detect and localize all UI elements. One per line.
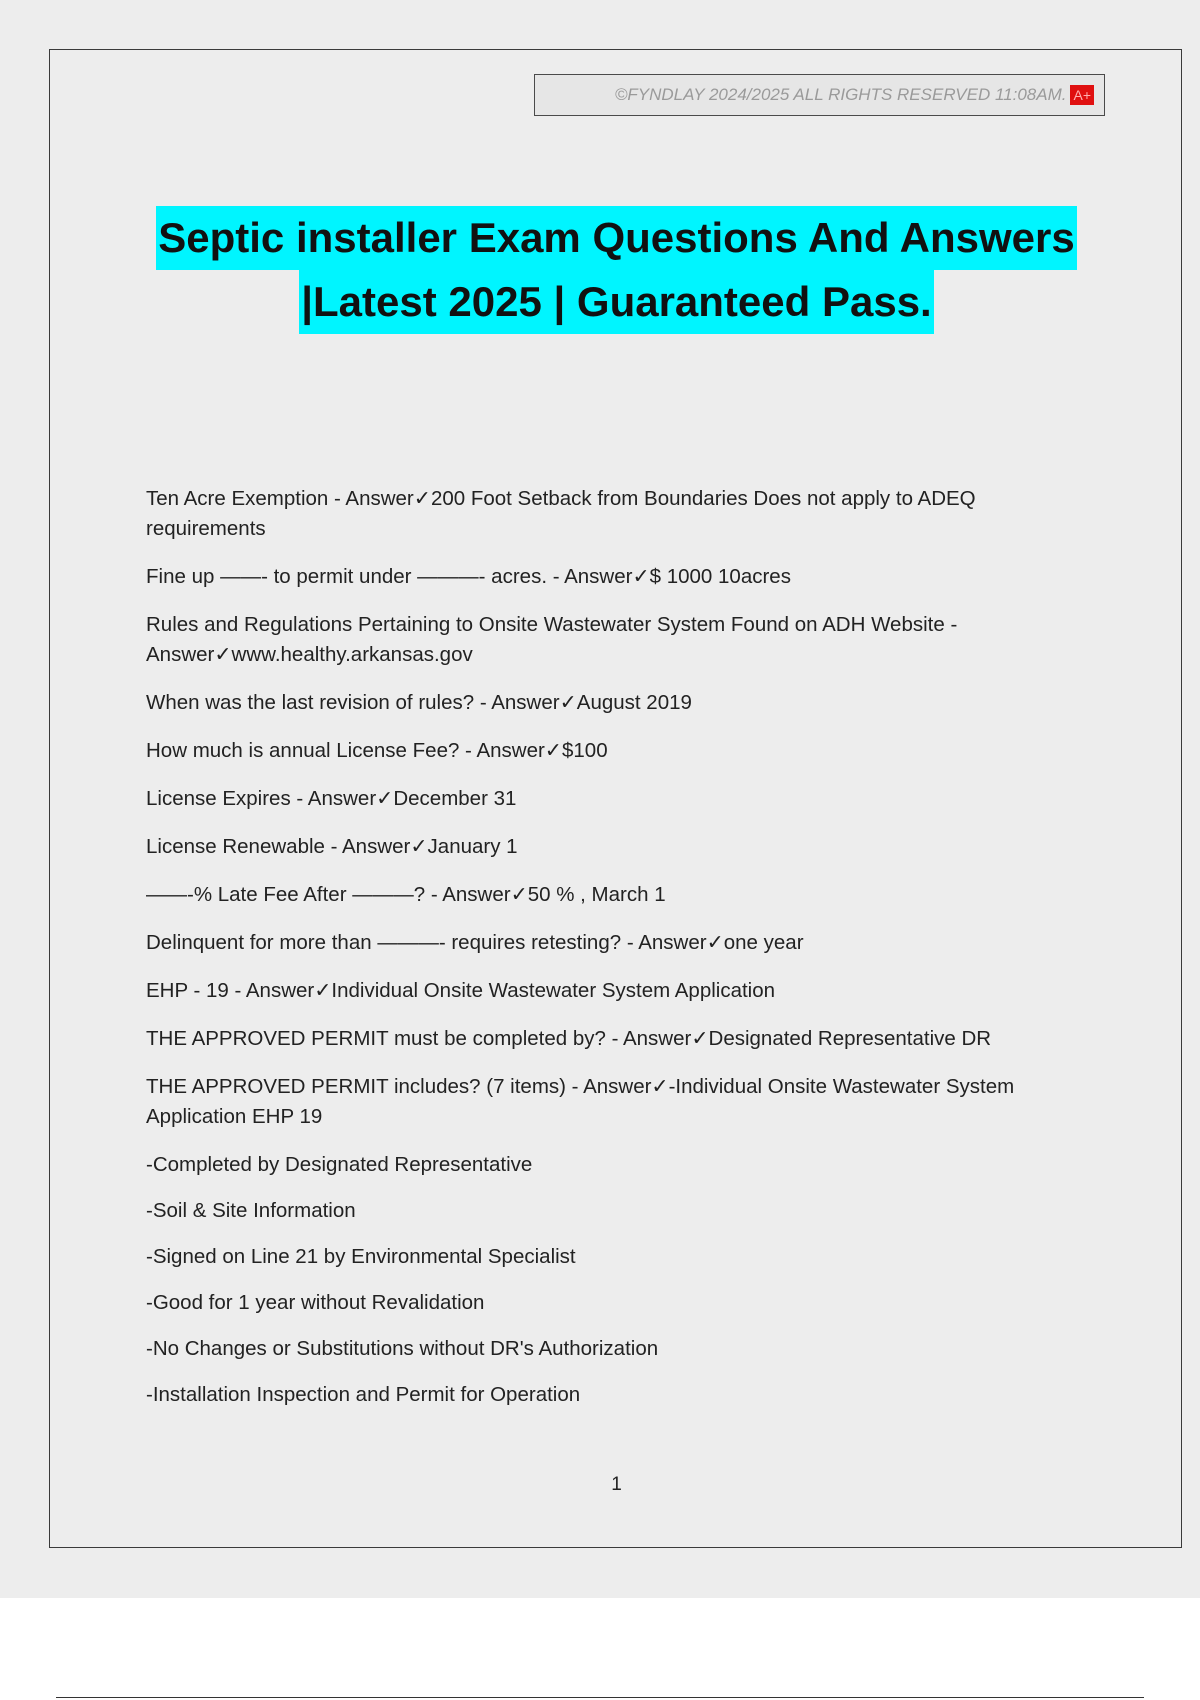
qa-item: License Expires - Answer✓December 31: [146, 787, 517, 810]
copyright-text: ©FYNDLAY 2024/2025 ALL RIGHTS RESERVED 11:08AM.: [614, 85, 1067, 104]
qa-item: License Renewable - Answer✓January 1: [146, 835, 518, 858]
footer-divider: [56, 1697, 1144, 1698]
permit-list-item: -No Changes or Substitutions without DR's Authorization: [146, 1337, 659, 1360]
qa-item: THE APPROVED PERMIT includes? (7 items) - Answer✓-Individual Onsite Wastewater System Application EHP 19: [146, 1075, 1015, 1128]
permit-list-item: -Good for 1 year without Revalidation: [146, 1291, 485, 1314]
page-number: 1: [611, 1474, 622, 1495]
title-line-1: Septic installer Exam Questions And Answers: [156, 206, 1077, 270]
permit-list-item: -Signed on Line 21 by Environmental Specialist: [146, 1245, 576, 1268]
qa-item: Fine up ——- to permit under ———- acres. - Answer✓$ 1000 10acres: [146, 565, 791, 588]
qa-item: ——-% Late Fee After ———? - Answer✓50 % , March 1: [146, 883, 666, 906]
qa-list: [146, 484, 1076, 1426]
qa-item: How much is annual License Fee? - Answer✓$100: [146, 739, 608, 762]
document-title: [100, 206, 1133, 334]
title-line-2: |Latest 2025 | Guaranteed Pass.: [299, 270, 933, 334]
qa-item: Ten Acre Exemption - Answer✓200 Foot Setback from Boundaries Does not apply to ADEQ requirements: [146, 487, 976, 540]
grade-badge: A+: [1070, 85, 1094, 105]
copyright-watermark: [534, 74, 1105, 116]
qa-item: Delinquent for more than ———- requires retesting? - Answer✓one year: [146, 931, 804, 954]
permit-list-item: -Soil & Site Information: [146, 1199, 356, 1222]
qa-item: THE APPROVED PERMIT must be completed by? - Answer✓Designated Representative DR: [146, 1027, 992, 1050]
permit-list-item: -Installation Inspection and Permit for Operation: [146, 1383, 581, 1406]
qa-item: EHP - 19 - Answer✓Individual Onsite Wastewater System Application: [146, 979, 776, 1002]
permit-list-item: -Completed by Designated Representative: [146, 1153, 533, 1176]
qa-item: When was the last revision of rules? - Answer✓August 2019: [146, 691, 692, 714]
qa-item: Rules and Regulations Pertaining to Onsite Wastewater System Found on ADH Website - Answer✓www.healthy.arkansas.gov: [146, 613, 958, 666]
